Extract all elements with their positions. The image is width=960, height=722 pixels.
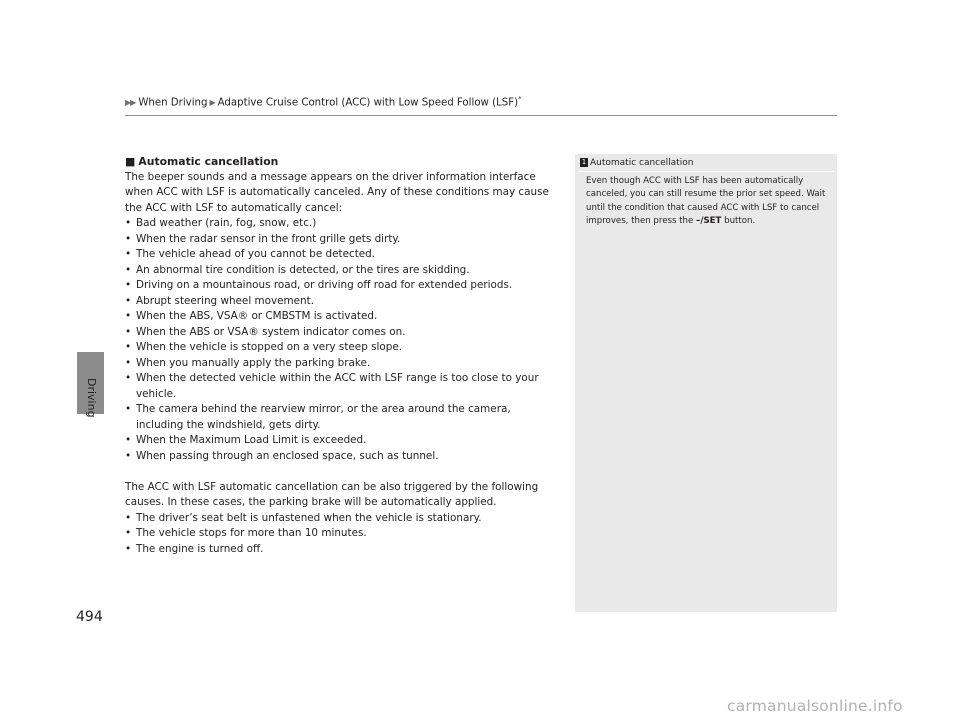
list-item: • When the Maximum Load Limit is exceeded.: [125, 433, 557, 449]
second-conditions-list: [125, 511, 557, 558]
breadcrumb-mark: *: [518, 95, 522, 103]
list-item: • When the detected vehicle within the ACC with LSF range is too close to your vehicle.: [125, 371, 557, 402]
section-label-text: Driving: [85, 378, 98, 418]
list-item: • Abrupt steering wheel movement.: [125, 294, 557, 310]
list-item: • An abnormal tire condition is detected, or the tires are skidding.: [125, 263, 557, 279]
second-paragraph: The ACC with LSF automatic cancellation can be also triggered by the following causes. In these cases, the parking brake will be automatically applied.: [125, 480, 539, 508]
header-divider: [125, 115, 837, 116]
breadcrumb-arrow-icon: ▶: [209, 98, 216, 108]
list-item: • The vehicle stops for more than 10 minutes.: [125, 526, 557, 542]
section-label: [84, 378, 98, 438]
note-body: [586, 175, 830, 229]
conditions-list: [125, 216, 557, 464]
list-item: • The engine is turned off.: [125, 542, 557, 558]
note-title-text: Automatic cancellation: [590, 158, 694, 168]
note-number-icon: 1: [581, 158, 587, 166]
note-title: [580, 158, 693, 168]
watermark: carmanualsonline.info: [727, 697, 903, 715]
page-number: 494: [76, 609, 103, 625]
note-text-end: button.: [721, 216, 756, 227]
breadcrumb: [125, 95, 522, 108]
list-item: • When the radar sensor in the front grille gets dirty.: [125, 232, 557, 248]
list-item: • The driver’s seat belt is unfastened when the vehicle is stationary.: [125, 511, 557, 527]
list-item: • The camera behind the rearview mirror, or the area around the camera, including the windshield, gets dirty.: [125, 402, 557, 433]
breadcrumb-item[interactable]: When Driving: [138, 97, 208, 109]
list-item: • When passing through an enclosed space, such as tunnel.: [125, 449, 557, 465]
note-divider: [578, 171, 834, 172]
list-item: • When the ABS, VSA® or CMBSTM is activated.: [125, 309, 557, 325]
breadcrumb-arrow-icon: ▶▶: [125, 98, 136, 108]
list-item: • When the ABS or VSA® system indicator comes on.: [125, 325, 557, 341]
set-button-label: –/SET: [696, 216, 722, 227]
list-item: • When you manually apply the parking brake.: [125, 356, 557, 372]
breadcrumb-item[interactable]: Adaptive Cruise Control (ACC) with Low Speed Follow (LSF): [217, 97, 519, 109]
section-heading-text: Automatic cancellation: [138, 155, 279, 168]
main-content: [125, 154, 557, 557]
note-text: Even though ACC with LSF has been automatically canceled, you can still resume the prior set speed. Wait until the condition that caused ACC with LSF to cancel improves, then press the: [586, 176, 826, 227]
list-item: • When the vehicle is stopped on a very steep slope.: [125, 340, 557, 356]
list-item: • Driving on a mountainous road, or driving off road for extended periods.: [125, 278, 557, 294]
paragraph-gap: [125, 464, 557, 480]
square-bullet-icon: ■: [125, 155, 136, 168]
list-item: • Bad weather (rain, fog, snow, etc.): [125, 216, 557, 232]
side-note: [575, 154, 837, 612]
section-heading: [125, 154, 557, 170]
intro-paragraph: The beeper sounds and a message appears on the driver information interface when ACC with LSF is automatically canceled. Any of these conditions may cause the ACC with LSF to automatically cancel:: [125, 170, 549, 214]
list-item: • The vehicle ahead of you cannot be detected.: [125, 247, 557, 263]
